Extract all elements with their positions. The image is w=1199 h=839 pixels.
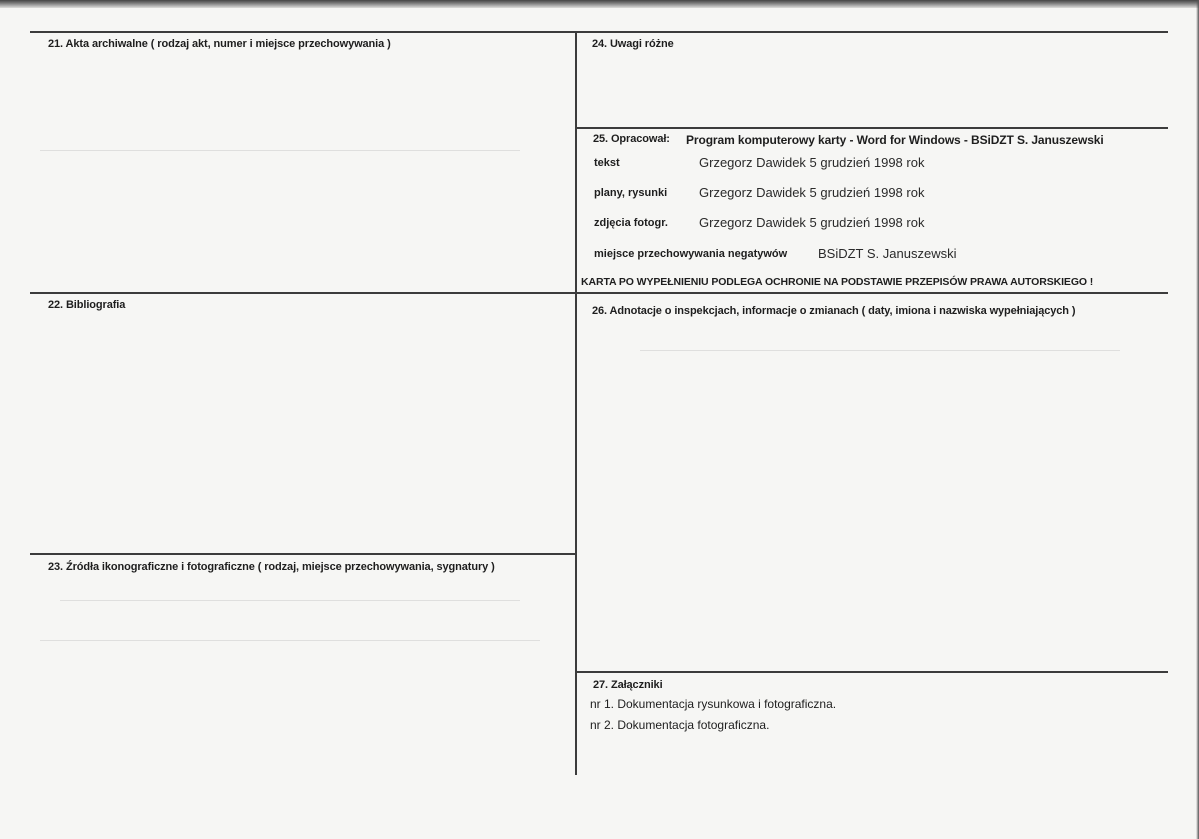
form-top-rule <box>30 31 1168 33</box>
copyright-notice: KARTA PO WYPEŁNIENIU PODLEGA OCHRONIE NA PODSTAWIE PRZEPISÓW PRAWA AUTORSKIEGO ! <box>581 276 1094 288</box>
row-value-tekst: Grzegorz Dawidek 5 grudzień 1998 rok <box>699 155 925 170</box>
row-value-plany-rysunki: Grzegorz Dawidek 5 grudzień 1998 rok <box>699 185 925 200</box>
rule-below-24 <box>576 127 1168 129</box>
negatives-key: miejsce przechowywania negatywów <box>594 248 788 260</box>
bleed-through-trace <box>40 640 540 641</box>
rule-below-21-25 <box>30 292 1168 294</box>
row-key-zdjecia: zdjęcia fotogr. <box>594 217 668 229</box>
attachment-item-1: nr 1. Dokumentacja rysunkowa i fotograficzna. <box>590 697 837 711</box>
section-26-adnotacje: 26. Adnotacje o inspekcjach, informacje o zmianach ( daty, imiona i nazwiska wypełniających ) <box>592 305 1076 317</box>
bleed-through-trace <box>40 150 520 151</box>
rule-below-26 <box>576 671 1168 673</box>
section-22-bibliografia: 22. Bibliografia <box>48 299 126 311</box>
section-21-akta-archiwalne: 21. Akta archiwalne ( rodzaj akt, numer i miejsce przechowywania ) <box>48 38 391 50</box>
negatives-value: BSiDZT S. Januszewski <box>818 246 957 261</box>
rule-below-22 <box>30 553 576 555</box>
section-24-uwagi: 24. Uwagi różne <box>592 38 674 50</box>
row-key-plany-rysunki: plany, rysunki <box>594 187 668 199</box>
section-27-zalaczniki: 27. Załączniki <box>593 679 663 691</box>
program-info: Program komputerowy karty - Word for Windows - BSiDZT S. Januszewski <box>686 133 1104 147</box>
attachment-item-2: nr 2. Dokumentacja fotograficzna. <box>590 718 770 732</box>
row-value-zdjecia: Grzegorz Dawidek 5 grudzień 1998 rok <box>699 215 925 230</box>
center-divider <box>575 31 577 775</box>
opracowal-label: 25. Opracował: <box>593 133 670 145</box>
bleed-through-trace <box>60 600 520 601</box>
scan-shadow-top <box>0 0 1199 8</box>
bleed-through-trace <box>640 350 1120 351</box>
section-23-zrodla-ikonograficzne: 23. Źródła ikonograficzne i fotograficzne ( rodzaj, miejsce przechowywania, sygnatury ) <box>48 561 495 573</box>
row-key-tekst: tekst <box>594 157 620 169</box>
